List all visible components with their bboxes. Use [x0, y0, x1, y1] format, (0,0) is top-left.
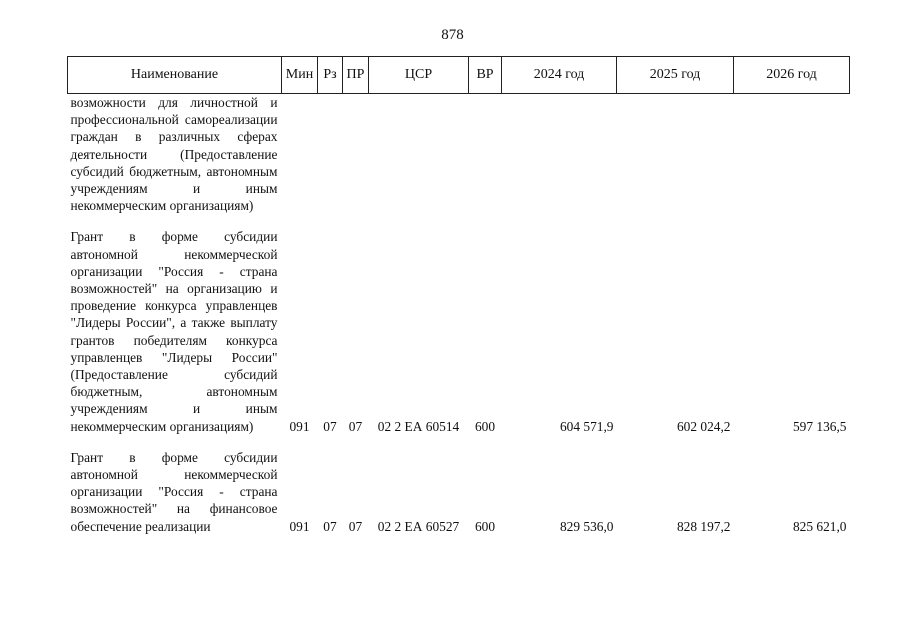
row-2026: 825 621,0	[792, 518, 847, 534]
header-2026: 2026 год	[734, 57, 850, 94]
row-rz	[318, 94, 343, 215]
row-min	[282, 94, 318, 215]
row-2024: 604 571,9	[559, 418, 614, 434]
header-rz: Рз	[318, 57, 343, 94]
header-2025: 2025 год	[617, 57, 734, 94]
row-2025: 828 197,2	[676, 518, 731, 534]
row-rz: 07	[323, 518, 337, 534]
row-csr: 02 2 ЕА 60514	[377, 418, 460, 434]
row-2024: 829 536,0	[559, 518, 614, 534]
row-csr	[369, 94, 469, 215]
row-name: возможности для личностной и профессиональной самореализации граждан в различных сферах деятельности (Предоставление субсидий бюджетным, автономным учреждениям и иным некоммерческим организациям)	[70, 95, 278, 214]
row-min: 091	[289, 418, 310, 434]
table-row	[68, 228, 850, 434]
table-row	[68, 449, 850, 535]
row-vr: 600	[474, 418, 496, 434]
row-min: 091	[289, 518, 310, 534]
row-spacer	[68, 435, 850, 449]
row-rz: 07	[323, 418, 337, 434]
row-pr	[343, 94, 369, 215]
row-2025: 602 024,2	[676, 418, 731, 434]
row-csr: 02 2 ЕА 60527	[377, 518, 460, 534]
header-min: Мин	[282, 57, 318, 94]
row-name: Грант в форме субсидии автономной некоммерческой организации "Россия - страна возможностей" на финансовое обеспечение реализации	[70, 449, 278, 534]
row-2026	[734, 94, 850, 215]
row-name: Грант в форме субсидии автономной некоммерческой организации "Россия - страна возможностей" на организацию и проведение конкурса управленцев "Лидеры России", а также выплату грантов победителям конкурса управленцев "Лидеры России" (Предоставление субсидий бюджетным, автономным учреждениям и иным некоммерческим организациям)	[70, 229, 278, 434]
header-name: Наименование	[68, 57, 282, 94]
row-vr: 600	[474, 518, 496, 534]
row-vr	[469, 94, 502, 215]
table-row	[68, 94, 850, 215]
header-2024: 2024 год	[502, 57, 617, 94]
header-pr: ПР	[343, 57, 369, 94]
row-pr: 07	[348, 418, 363, 434]
row-2026: 597 136,5	[792, 418, 847, 434]
header-csr: ЦСР	[369, 57, 469, 94]
row-pr: 07	[348, 518, 363, 534]
budget-table	[67, 56, 850, 535]
page-number: 878	[441, 27, 464, 43]
header-vr: ВР	[469, 57, 502, 94]
row-2024	[502, 94, 617, 215]
row-spacer	[68, 214, 850, 228]
row-2025	[617, 94, 734, 215]
table-header-row	[68, 57, 850, 94]
